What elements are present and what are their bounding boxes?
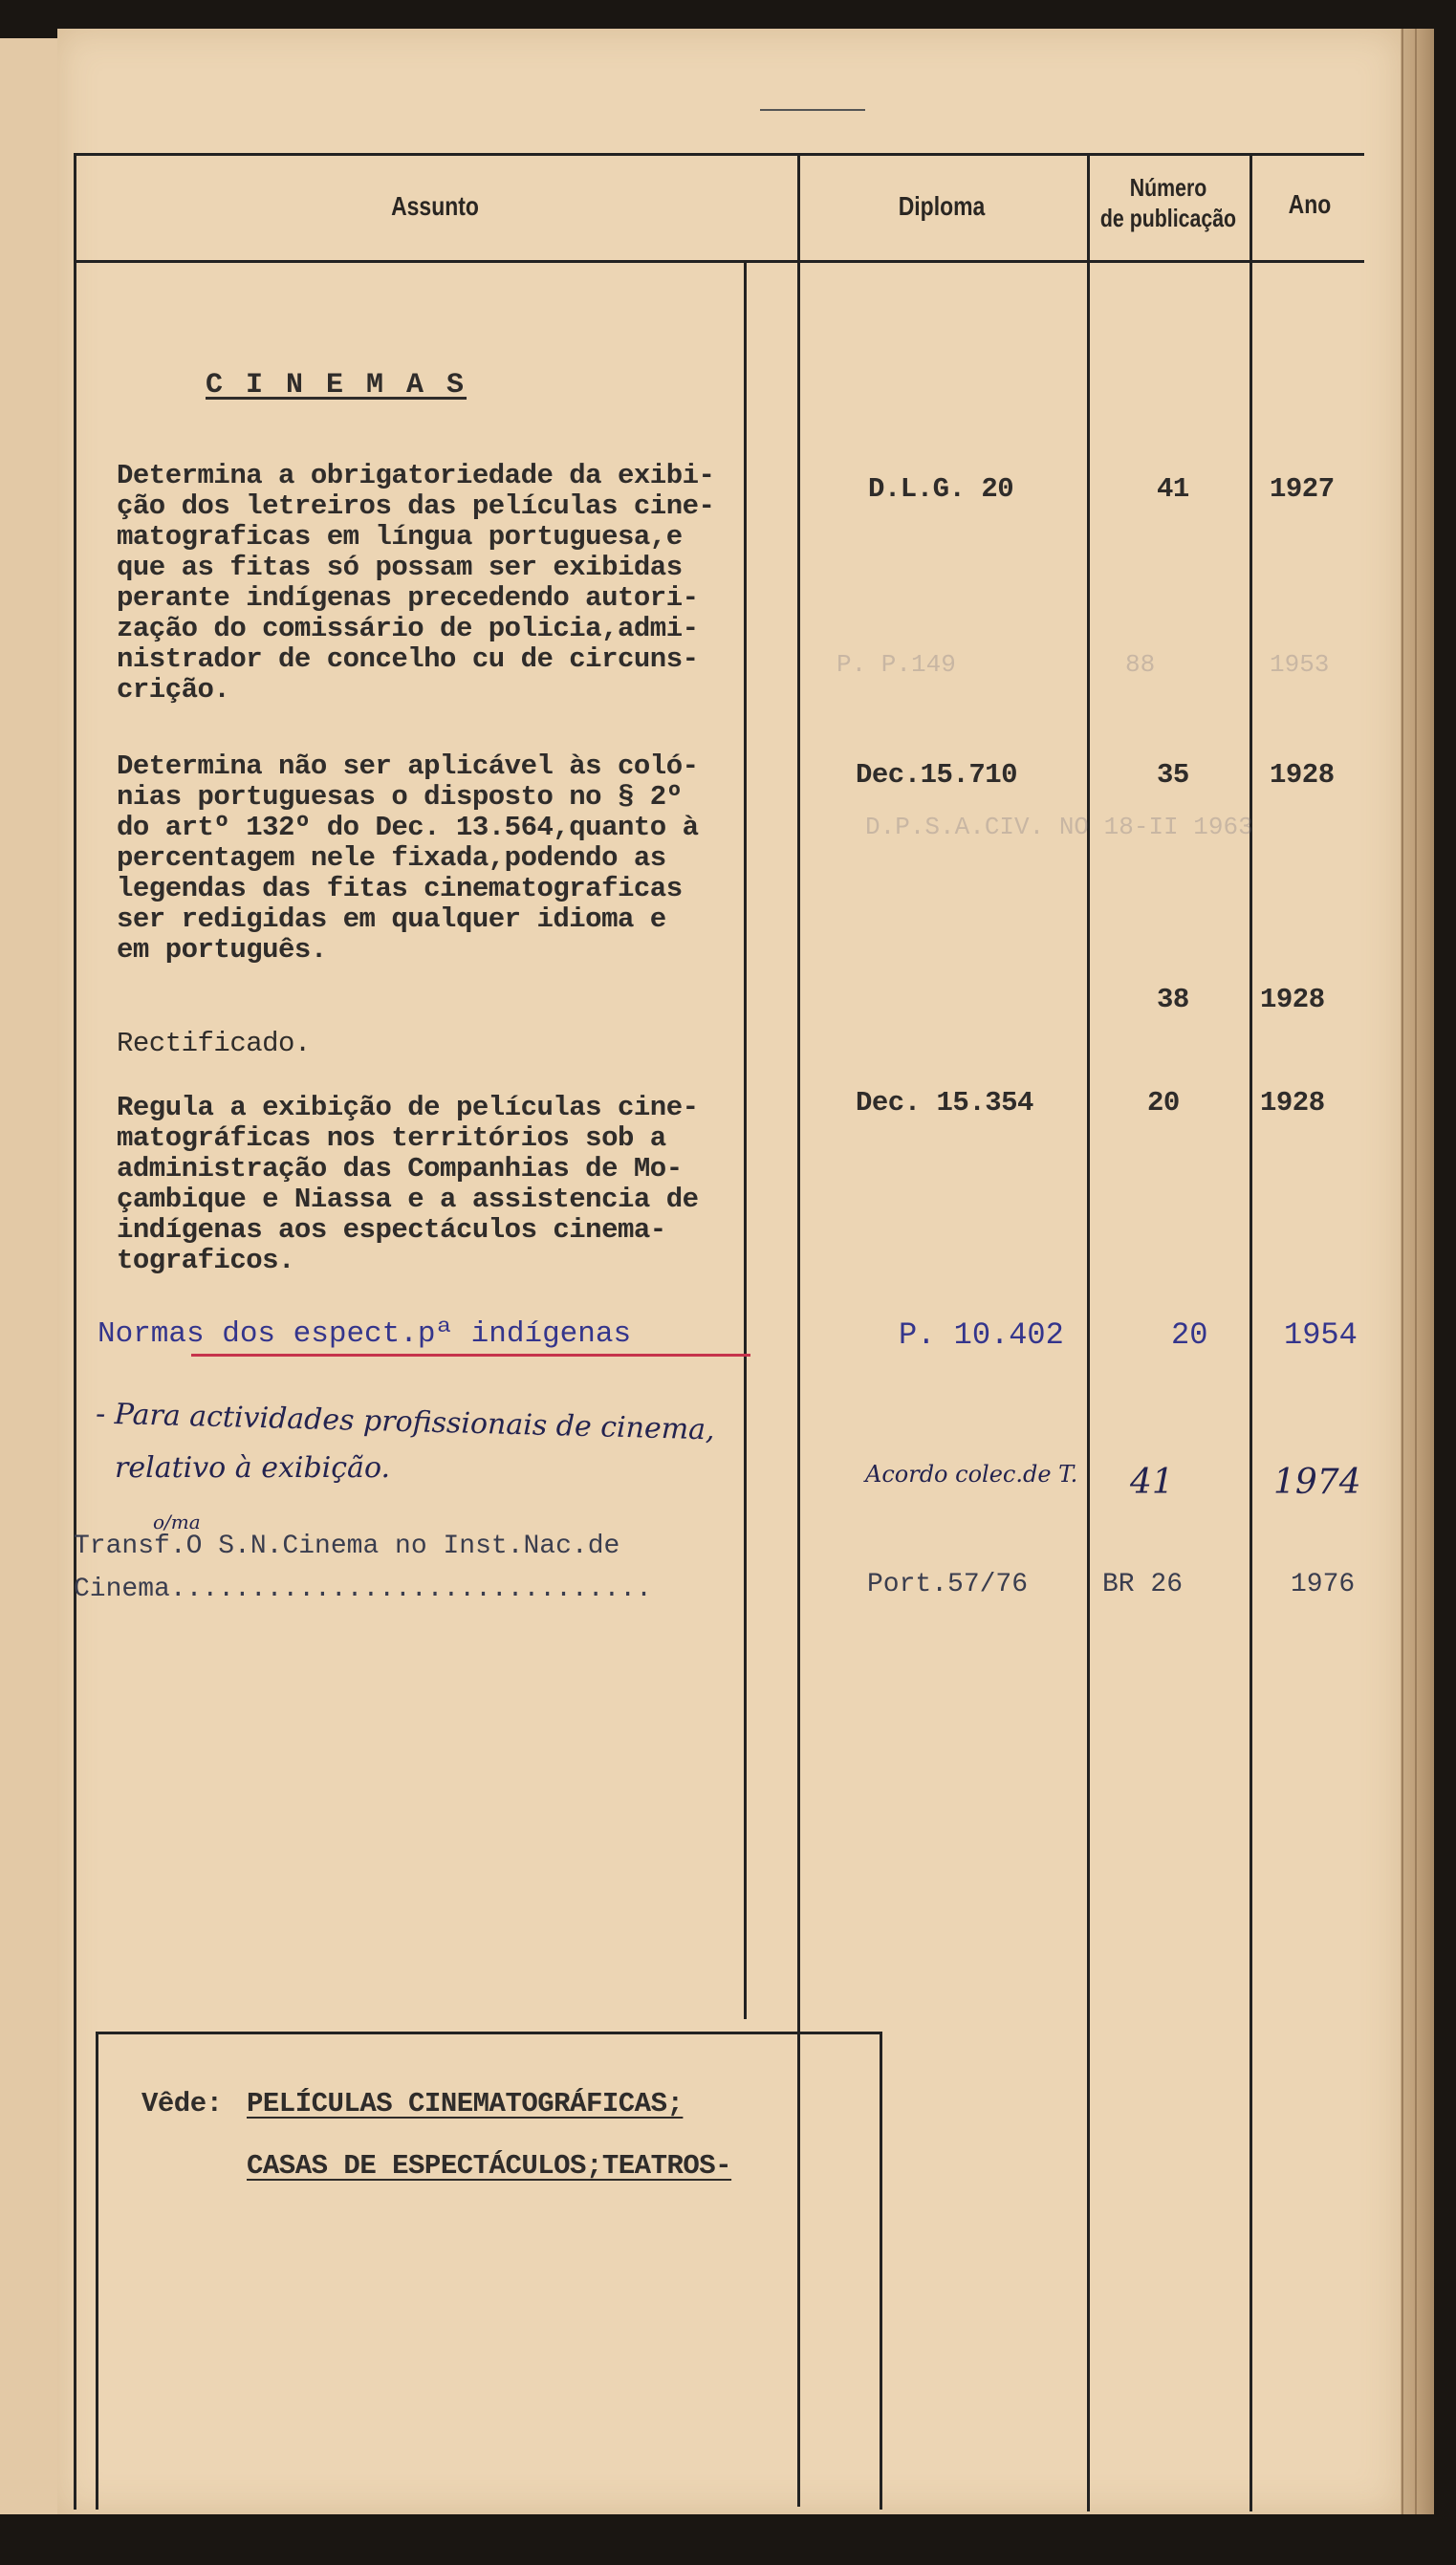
entry-1-line: perante indígenas precedendo autori- [117,582,699,614]
entry-handwritten-line1: - Para actividades profissionais de cinema, [95,1397,716,1447]
entry-transf-line2: Cinema.............................. [74,1575,652,1604]
vede-box-top-rule [96,2032,880,2034]
entry-1-line: ção dos letreiros das películas cine- [117,490,715,522]
entry-handwritten-numero: 41 [1130,1463,1174,1502]
see-also-line2: CASAS DE ESPECTÁCULOS;TEATROS- [247,2150,732,2182]
entry-2-ano: 1928 [1270,759,1335,791]
numero-left-rule [1087,155,1090,2511]
header-ano: Ano [1288,189,1332,219]
entry-2-line: em português. [117,934,327,966]
entry-2-line: ser redigidas em qualquer idioma e [117,903,666,935]
entry-4-numero: 20 [1147,1087,1180,1119]
entry-handwritten-ano: 1974 [1273,1463,1361,1502]
entry-normas-ano: 1954 [1284,1317,1358,1353]
header-top-rule [74,153,1364,156]
entry-normas-diploma: P. 10.402 [899,1317,1064,1353]
entry-4-diploma: Dec. 15.354 [856,1087,1033,1119]
entry-transf-diploma: Port.57/76 [867,1570,1029,1599]
entry-4-line: administração das Companhias de Mo- [117,1153,683,1185]
entry-2-line: nias portuguesas o disposto no § 2º [117,781,683,813]
entry-handwritten-diploma: Acordo colec.de T. [865,1461,1078,1488]
entry-2-line: legendas das fitas cinematograficas [117,873,683,904]
entry-transf-ano: 1976 [1291,1570,1356,1599]
entry-4-line: indígenas aos espectáculos cinema- [117,1214,666,1246]
vede-box-left-rule [96,2032,98,2510]
entry-4-ano: 1928 [1260,1087,1325,1119]
entry-2-numero: 35 [1157,759,1189,791]
entry-1-line: nistrador de concelho cu de circuns- [117,643,699,675]
assunto-margin-rule [744,260,747,2019]
entry-transf-numero: BR 26 [1102,1570,1184,1599]
entry-2-line: do artº 132º do Dec. 13.564,quanto à [117,812,699,843]
entry-1-ano: 1927 [1270,473,1335,505]
entry-transf-superscript: o/ma [153,1511,201,1533]
header-numero [1090,172,1247,233]
entry-2-line: Determina não ser aplicável às coló- [117,750,699,782]
diploma-left-rule [797,155,800,2507]
entry-1-numero: 41 [1157,473,1189,505]
ghost-text: P. P.149 [837,650,956,679]
vede-box-right-rule [880,2032,882,2510]
header-diploma: Diploma [898,191,986,221]
header-numero-line2: de publicação [1099,204,1237,232]
entry-normas-numero: 20 [1171,1317,1208,1353]
ano-left-rule [1250,155,1252,2511]
entry-2-line: percentagem nele fixada,podendo as [117,842,666,874]
entry-1-line: Determina a obrigatoriedade da exibi- [117,460,715,491]
entry-4-line: Regula a exibição de películas cine- [117,1092,699,1123]
ghost-text: 1953 [1270,650,1330,679]
ghost-text: D.P.S.A.CIV. NO 18-II 1963 [865,813,1253,841]
ghost-text: 88 [1125,650,1156,679]
entry-1-line: zação do comissário de policia,admi- [117,613,699,644]
red-underline [191,1354,750,1357]
entry-4-line: matográficas nos territórios sob a [117,1122,666,1154]
index-card [57,29,1401,2514]
entry-4-line: tograficos. [117,1245,294,1276]
entry-1-line: que as fitas só possam ser exibidas [117,552,683,583]
section-title: C I N E M A S [206,369,467,402]
entry-2-diploma: Dec.15.710 [856,759,1018,791]
entry-handwritten-line2: relativo à exibição. [115,1451,391,1485]
top-mark [760,109,865,111]
entry-1-line: matograficas em língua portuguesa,e [117,521,683,553]
header-assunto: Assunto [391,191,479,221]
entry-3-numero: 38 [1157,984,1189,1015]
header-bottom-rule [74,260,1364,263]
entry-1-diploma: D.L.G. 20 [868,473,1014,505]
left-rule [74,153,76,2510]
entry-3-line: Rectificado. [117,1028,311,1059]
entry-normas-assunto: Normas dos espect.pª indígenas [98,1317,632,1351]
entry-1-line: crição. [117,674,230,706]
see-also-label: Vêde: [141,2088,223,2119]
see-also-line1: PELÍCULAS CINEMATOGRÁFICAS; [247,2088,684,2119]
header-numero-line1: Número [1129,173,1207,202]
entry-3-ano: 1928 [1260,984,1325,1015]
entry-transf-line1: Transf.O S.N.Cinema no Inst.Nac.de [74,1532,620,1561]
entry-4-line: çambique e Niassa e a assistencia de [117,1184,699,1215]
